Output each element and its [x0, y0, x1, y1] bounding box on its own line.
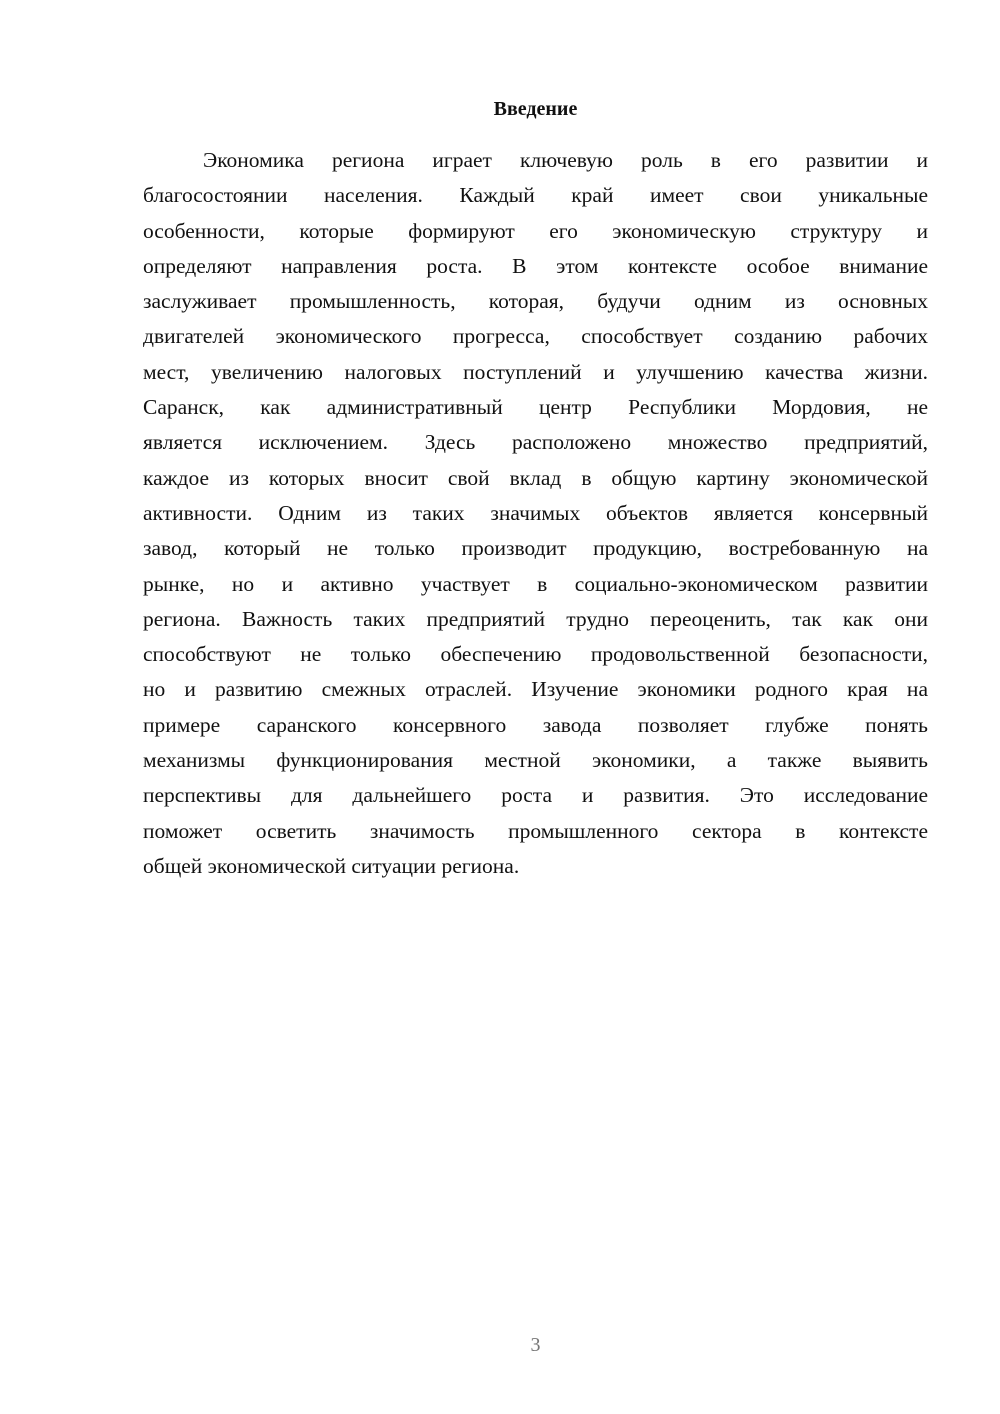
- text-line: примере саранского консервного завода позволяет глубже понять: [143, 712, 928, 737]
- text-line: двигателей экономического прогресса, способствует созданию рабочих: [143, 324, 928, 349]
- text-line: заслуживает промышленность, которая, будучи одним из основных: [143, 289, 928, 314]
- text-line: завод, который не только производит продукцию, востребованную на: [143, 536, 928, 561]
- text-line: мест, увеличению налоговых поступлений и улучшению качества жизни.: [143, 359, 928, 384]
- text-line: благосостоянии населения. Каждый край имеет свои уникальные: [143, 183, 928, 208]
- text-line: общей экономической ситуации региона.: [143, 853, 520, 878]
- text-line: перспективы для дальнейшего роста и развития. Это исследование: [143, 783, 928, 808]
- text-line: региона. Важность таких предприятий трудно переоценить, так как они: [143, 606, 928, 631]
- text-line: но и развитию смежных отраслей. Изучение экономики родного края на: [143, 677, 928, 702]
- text-line: поможет осветить значимость промышленного сектора в контексте: [143, 818, 928, 843]
- text-line: определяют направления роста. В этом контексте особое внимание: [143, 253, 928, 278]
- text-line: является исключением. Здесь расположено множество предприятий,: [143, 430, 928, 455]
- page-number: 3: [530, 1334, 541, 1356]
- text-line: активности. Одним из таких значимых объектов является консервный: [143, 500, 928, 525]
- text-line: каждое из которых вносит свой вклад в общую картину экономической: [143, 465, 928, 490]
- text-line: механизмы функционирования местной экономики, а также выявить: [143, 748, 928, 773]
- body-paragraph: [143, 143, 928, 884]
- text-line: способствуют не только обеспечению продовольственной безопасности,: [143, 642, 928, 667]
- text-line: рынке, но и активно участвует в социально-экономическом развитии: [143, 571, 928, 596]
- section-heading: Введение: [493, 98, 578, 120]
- text-line: особенности, которые формируют его экономическую структуру и: [143, 218, 928, 243]
- text-line: Саранск, как административный центр Республики Мордовия, не: [143, 395, 928, 420]
- text-line: Экономика региона играет ключевую роль в его развитии и: [203, 148, 928, 172]
